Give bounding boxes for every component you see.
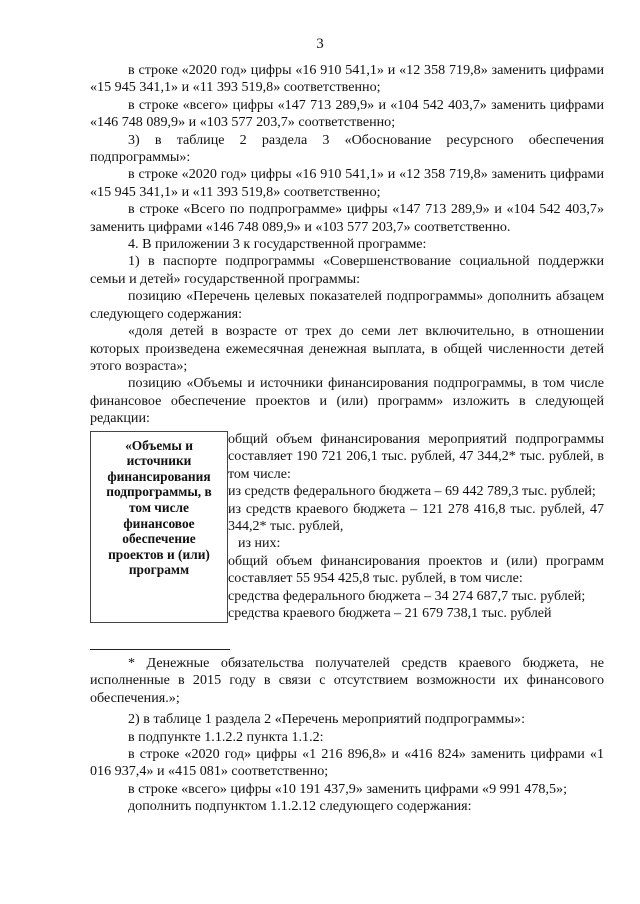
passport-position-title: «Объемы и источники финансирования подпрограммы, в том числе финансовое обеспечение проектов и (или) программ <box>106 437 212 578</box>
passport-table <box>90 431 604 623</box>
passport-content-cell <box>228 431 605 622</box>
paragraph: позицию «Объемы и источники финансирования подпрограммы, в том числе финансовое обеспечение проектов и (или) программ» изложить в следующей редакции: <box>90 375 604 427</box>
paragraph: в строке «всего» цифры «147 713 289,9» и «104 542 403,7» заменить цифрами «146 748 089,9» и «103 577 203,7» соответственно; <box>90 96 604 131</box>
passport-position-cell <box>91 431 228 622</box>
table-line: из них: <box>238 536 281 552</box>
paragraph: 4. В приложении 3 к государственной программе: <box>128 236 427 253</box>
paragraph: 2) в таблице 1 раздела 2 «Перечень мероприятий подпрограммы»: <box>128 711 525 728</box>
paragraph: дополнить подпунктом 1.1.2.12 следующего содержания: <box>128 798 472 815</box>
paragraph: в строке «2020 год» цифры «16 910 541,1» и «12 358 719,8» заменить цифрами «15 945 341,1» и «11 393 519,8» соответственно; <box>90 62 604 96</box>
document-body <box>90 62 604 816</box>
paragraphs-after-footnote <box>90 711 604 815</box>
paragraph: в подпункте 1.1.2.2 пункта 1.1.2: <box>128 728 324 745</box>
paragraph: 1) в паспорте подпрограммы «Совершенствование социальной поддержки семьи и детей» государственной программы: <box>90 253 604 287</box>
table-line: средства краевого бюджета – 21 679 738,1 тыс. рублей <box>228 606 552 622</box>
table-line: общий объем финансирования мероприятий подпрограммы составляет 190 721 206,1 тыс. рублей, 47 344,2* тыс. рублей, в том числе: <box>228 432 604 482</box>
footnote-divider <box>90 649 230 650</box>
paragraph: в строке «2020 год» цифры «16 910 541,1» и «12 358 719,8» заменить цифрами «15 945 341,1» и «11 393 519,8» соответственно; <box>90 166 604 200</box>
table-line: из средств краевого бюджета – 121 278 416,8 тыс. рублей, 47 344,2* тыс. рублей, <box>228 501 604 535</box>
paragraph: «доля детей в возрасте от трех до семи лет включительно, в отношении которых произведена ежемесячная денежная выплата, в общей численности детей этого возраста»; <box>90 323 604 374</box>
table-line: общий объем финансирования проектов и (или) программ составляет 55 954 425,8 тыс. рублей, в том числе: <box>228 553 604 587</box>
footnote: * Денежные обязательства получателей средств краевого бюджета, не исполненные в 2015 году в связи с отсутствием возможности их финансового обеспечения.»; <box>90 655 604 706</box>
paragraph: в строке «Всего по подпрограмме» цифры «147 713 289,9» и «104 542 403,7» заменить цифрами «146 748 089,9» и «103 577 203,7» соответственно. <box>90 201 604 235</box>
table-line: из средств федерального бюджета – 69 442 789,3 тыс. рублей; <box>228 484 596 500</box>
page-number: 3 <box>316 36 324 52</box>
table-line: средства федерального бюджета – 34 274 687,7 тыс. рублей; <box>228 588 586 604</box>
table-row <box>91 431 605 622</box>
paragraph: в строке «2020 год» цифры «1 216 896,8» и «416 824» заменить цифрами «1 016 937,4» и «415 081» соответственно; <box>90 746 604 780</box>
paragraph: 3) в таблице 2 раздела 3 «Обоснование ресурсного обеспечения подпрограммы»: <box>90 131 604 166</box>
paragraph: в строке «всего» цифры «10 191 437,9» заменить цифрами «9 991 478,5»; <box>128 780 567 797</box>
paragraph: позицию «Перечень целевых показателей подпрограммы» дополнить абзацем следующего содержания: <box>90 288 604 322</box>
